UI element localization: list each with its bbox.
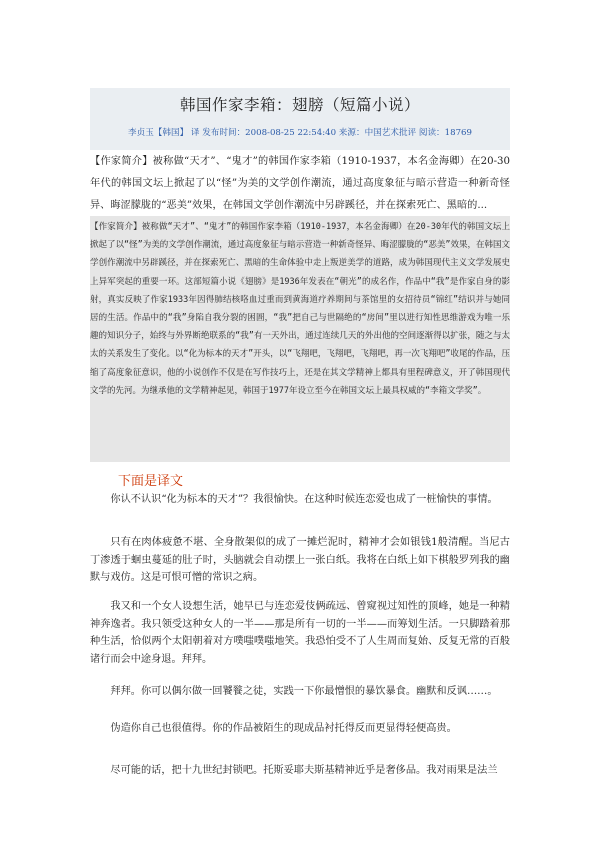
paragraph-1: 你认不认识“化为标本的天才”？我很愉快。在这种时候连恋爱也成了一桩愉快的事情。 [110,494,498,505]
article-meta[interactable]: 李贞玉【韩国】 译 发布时间：2008-08-25 22:54:40 来源：中国艺术批评 阅读：18769 [128,128,472,138]
paragraph-2: 只有在肉体疲惫不堪、全身散架似的成了一摊烂泥时，精神才会如银钱1般清醒。当尼古丁渗透于蛔虫蔓延的肚子时，头脑就会自动摆上一张白纸。我将在白纸上如下棋般罗列我的幽默与戏仿。这是可恨可憎的常识之病。 [90,537,510,583]
article-title: 韩国作家李箱：翅膀（短篇小说） [179,96,420,114]
intro-box-text: 【作家简介】被称做“天才”、“鬼才”的韩国作家李箱（1910-1937，本名金海卿）在20-30年代的韩国文坛上掀起了以“怪”为美的文学创作潮流，通过高度象征与暗示营造一种新奇怪异、晦涩朦胧的“恶美”效果，在韩国文学创作潮流中另辟蹊径，并在探索死亡、黑暗的生命体验中走上叛逆美学的道路，成为韩国现代主义文学发展史上异军突起的重要一环。这部短篇小说《翅膀》是1936年发表在“朝光”的成名作，作品中“我”是作家自身的影射，真实反映了作家1933年因得肺结核咯血过重而到黄海道疗养期间与茶馆里的女招待员“锦红”结识并与她同居的生活。作品中的“我”身陷自我分裂的困圄，“我”把自己与世隔绝的“房间”里以进行知性思维游戏为唯一乐趣的知识分子，始终与外界断绝联系的“我”有一天外出，通过连续几天的外出他的空间逐渐得以扩张，随之与太太的关系发生了变化。以“化为标本的天才”开头，以“飞翔吧，飞翔吧，飞翔吧，再一次飞翔吧”收尾的作品，压缩了高度象征意识，他的小说创作不仅是在写作技巧上，还是在其文学精神上都具有里程碑意义，开了韩国现代文学的先河。为继承他的文学精神起见，韩国于1977年设立至今在韩国文坛上最具权威的“李箱文学奖”。 [90,222,510,396]
paragraph-4: 拜拜。你可以偶尔做一回饕餮之徒，实践一下你最憎恨的暴饮暴食。幽默和反讽……。 [110,686,498,697]
paragraph-6: 尽可能的话，把十九世纪封锁吧。托斯妥耶夫斯基精神近乎是奢侈品。我对雨果是法兰 [110,765,498,776]
author-intro [90,151,510,217]
translation-subheading: 下面是译文 [118,474,184,489]
paragraph-3: 我又和一个女人设想生活，她早已与连恋爱伎俩疏远、曾窥视过知性的顶峰，她是一种精神奔逸者。我只领受这种女人的一半——那是所有一切的一半——而筹划生活。一只脚踏着那种生活，恰似两个太阳朝着对方噗嗤噗嗤地笑。我恐怕受不了人生周而复始、反复无常的百般诸行而会中途身退。拜拜。 [90,601,510,665]
intro-tag: 【作家简介】 [90,156,153,167]
intro-body: 被称做“天才”、“鬼才”的韩国作家李箱（1910-1937，本名金海卿）在20-30年代的韩国文坛上掀起了以“怪”为美的文学创作潮流，通过高度象征与暗示营造一种新奇怪异、晦涩朦胧的“恶美”效果，在韩国文学创作潮流中另辟蹊径，并在探索死亡、黑暗的... [90,156,511,211]
paragraph-5: 伪造你自己也很值得。你的作品被陌生的现成品衬托得反而更显得轻便高贵。 [110,723,457,734]
